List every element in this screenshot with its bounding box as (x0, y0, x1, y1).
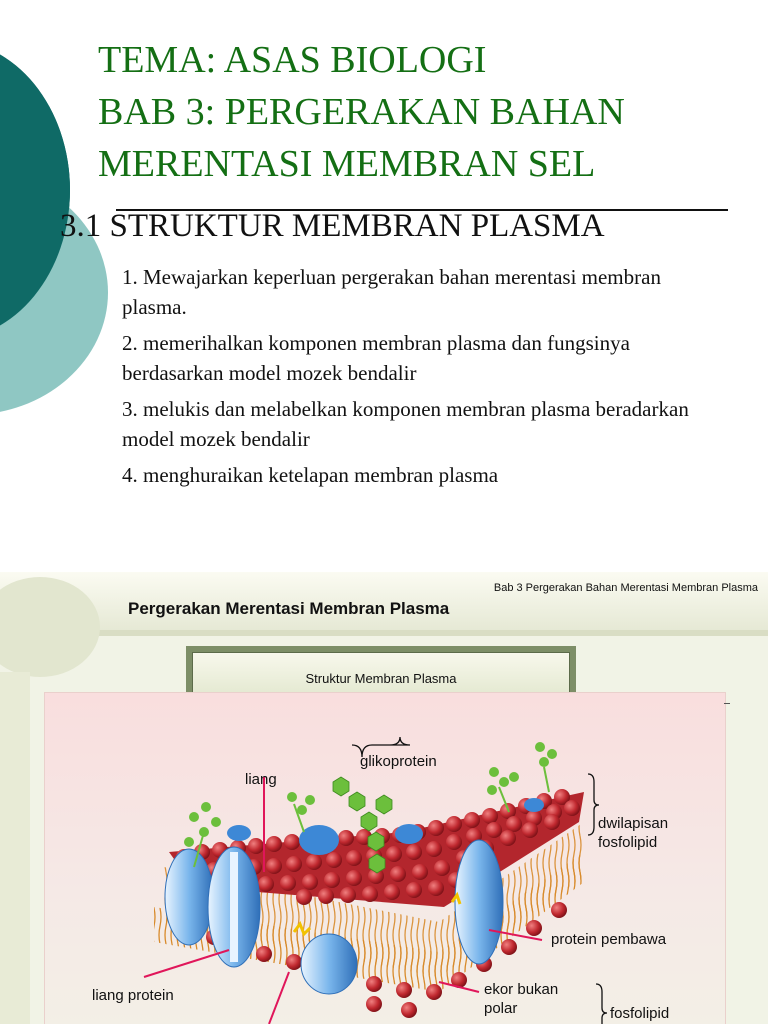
membrane-diagram (44, 692, 724, 1024)
chapter-header: Bab 3 Pergerakan Bahan Merentasi Membran Plasma (493, 582, 758, 594)
liang-protein-pointer (144, 950, 229, 977)
slide-title (98, 34, 625, 190)
label-dwilapisan (598, 814, 668, 852)
title-line-2: BAB 3: PERGERAKAN BAHAN (98, 91, 625, 133)
objective-list (122, 262, 712, 496)
peripheral-protein (227, 825, 251, 841)
objective-item: 3. melukis dan melabelkan komponen membran plasma beradarkan model mozek bendalir (122, 397, 689, 451)
label-liang: liang (245, 771, 277, 788)
slide-2-title: Pergerakan Merentasi Membran Plasma (128, 599, 450, 618)
objective-item: 4. menghuraikan ketelapan membran plasma (122, 463, 499, 487)
section-subtitle: 3.1 STRUKTUR MEMBRAN PLASMA (60, 208, 605, 244)
pore-protein (301, 934, 357, 994)
slide-2 (0, 572, 768, 1024)
label-glikoprotein: glikoprotein (360, 753, 437, 770)
peripheral-protein (395, 824, 423, 844)
peripheral-protein (524, 798, 544, 812)
label-liang-protein: liang protein (92, 987, 174, 1004)
title-line-1: TEMA: ASAS BIOLOGI (98, 39, 487, 81)
title-line-3: MERENTASI MEMBRAN SEL (98, 143, 596, 185)
structure-title-text: Struktur Membran Plasma (192, 652, 570, 704)
label-fosfolipid: fosfolipid (610, 1005, 670, 1022)
fosfolipid-brace (596, 984, 607, 1024)
peripheral-protein (299, 825, 339, 855)
label-protein-pembawa: protein pembawa (551, 931, 667, 948)
lower-pointer (269, 972, 289, 1024)
label-dwilapisan-line1: dwilapisan (598, 815, 669, 832)
label-ekor-line2: polar (484, 1000, 518, 1017)
header-band (0, 630, 768, 636)
objective-item: 2. memerihalkan komponen membran plasma dan fungsinya berdasarkan model mozek bendalir (122, 331, 630, 385)
dash-mark (724, 703, 730, 704)
carrier-protein (455, 840, 503, 964)
left-bar (0, 672, 30, 1024)
objective-item: 1. Mewajarkan keperluan pergerakan bahan merentasi membran plasma. (122, 265, 661, 319)
transmembrane-protein-left (165, 849, 213, 945)
label-ekor-bukan-polar (484, 980, 558, 1018)
channel-pore (230, 852, 238, 962)
label-ekor-line1: ekor bukan (484, 981, 559, 998)
label-dwilapisan-line2: fosfolipid (598, 834, 658, 851)
